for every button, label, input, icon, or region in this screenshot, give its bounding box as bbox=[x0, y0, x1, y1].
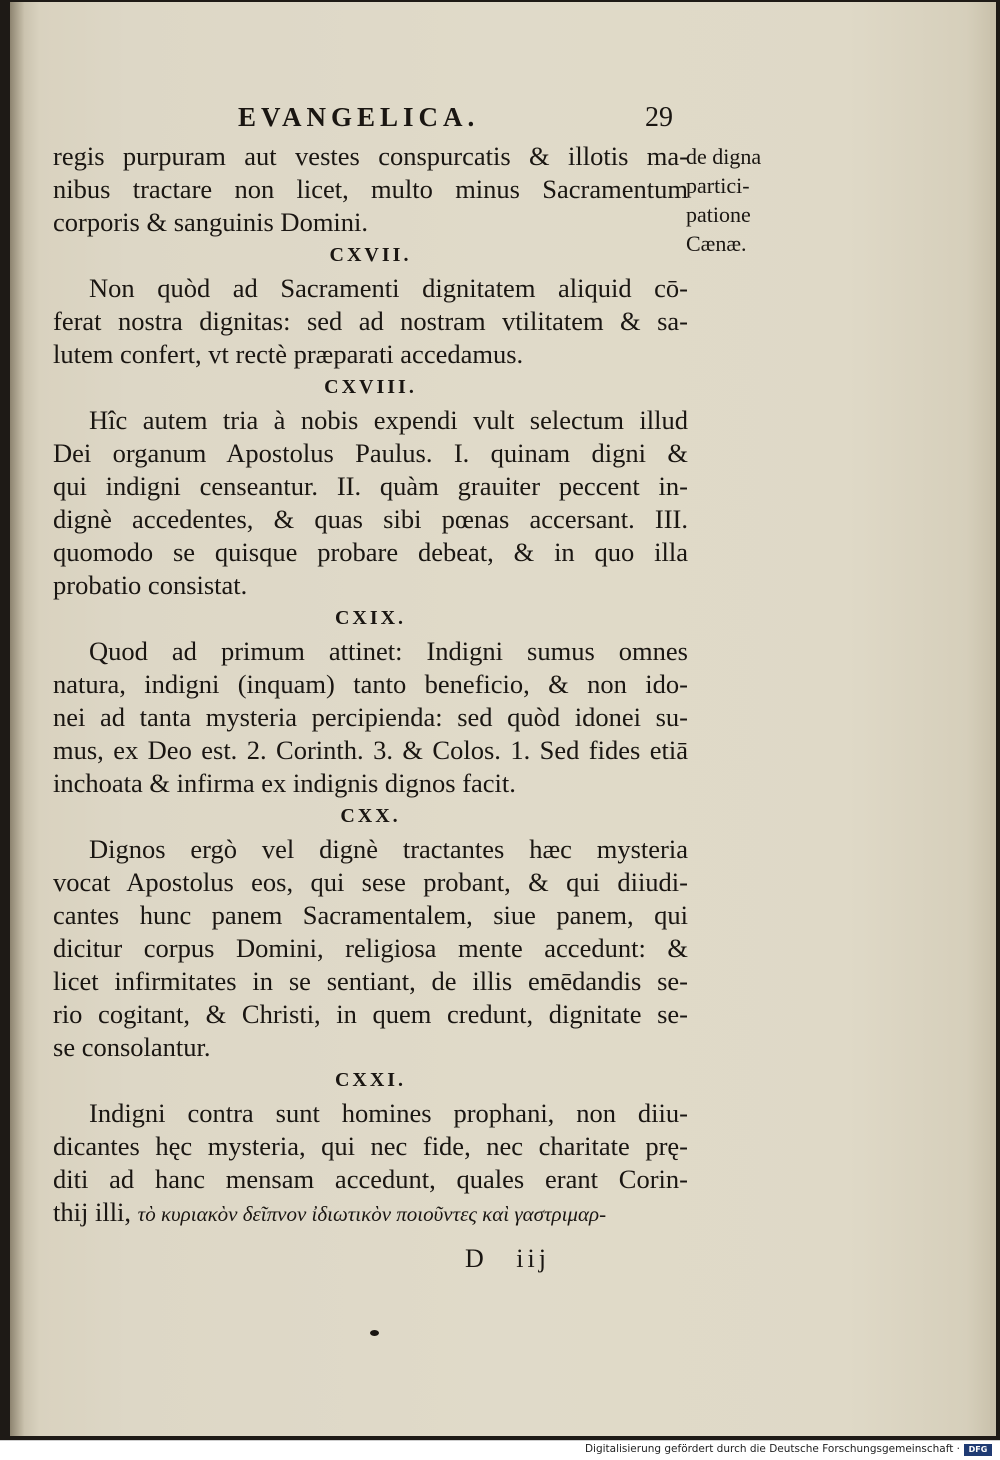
text-line: probatio consistat. bbox=[53, 570, 248, 600]
body-text bbox=[53, 140, 688, 1229]
text-line: dicantes hęc mysteria, qui nec fide, nec charitate prę- bbox=[53, 1131, 688, 1161]
text-line: se consolantur. bbox=[53, 1032, 211, 1062]
section-number: CXX. bbox=[340, 805, 401, 827]
text-line: corporis & sanguinis Domini. bbox=[53, 207, 369, 237]
footer-bar bbox=[0, 1440, 1000, 1460]
text-line: regis purpuram aut vestes conspurcatis & illotis ma- bbox=[53, 141, 688, 171]
section-number: CXXI. bbox=[334, 1069, 407, 1091]
book-page bbox=[10, 2, 996, 1436]
section-number: CXVIII. bbox=[324, 376, 417, 398]
page-header bbox=[10, 102, 996, 142]
page-gutter-shadow bbox=[10, 2, 24, 1436]
margin-note-line: patione bbox=[686, 202, 751, 227]
text-line: natura, indigni (inquam) tanto beneficio, & non ido- bbox=[53, 669, 688, 699]
text-line: rio cogitant, & Christi, in quem credunt, dignitate se- bbox=[53, 999, 688, 1029]
text-line: diti ad hanc mensam accedunt, quales erant Corin- bbox=[53, 1164, 688, 1194]
running-head: EVANGELICA. bbox=[238, 102, 480, 132]
text-line: licet infirmitates in se sentiant, de illis emēdandis se- bbox=[53, 966, 688, 996]
text-line: dicitur corpus Domini, religiosa mente accedunt: & bbox=[53, 933, 688, 963]
text-line: nei ad tanta mysteria percipienda: sed quòd idonei su- bbox=[53, 702, 688, 732]
signature-mark bbox=[465, 1244, 550, 1274]
latin-text: thij illi, bbox=[53, 1197, 132, 1227]
ink-blot bbox=[370, 1330, 379, 1336]
text-line: vocat Apostolus eos, qui sese probant, & qui diiudi- bbox=[53, 867, 688, 897]
text-line: Non quòd ad Sacramenti dignitatem aliquid cō- bbox=[89, 273, 688, 303]
margin-note-line: partici- bbox=[686, 173, 750, 198]
dfg-logo: DFG bbox=[964, 1444, 992, 1456]
section-number: CXIX. bbox=[334, 607, 407, 629]
text-line: Indigni contra sunt homines prophani, non diiu- bbox=[89, 1098, 688, 1128]
funding-credit: Digitalisierung gefördert durch die Deutsche Forschungsgemeinschaft · bbox=[584, 1443, 960, 1455]
text-line: Quod ad primum attinet: Indigni sumus omnes bbox=[89, 636, 688, 666]
page-number: 29 bbox=[645, 102, 673, 133]
section-number: CXVII. bbox=[329, 244, 412, 266]
text-line: ferat nostra dignitas: sed ad nostram vtilitatem & sa- bbox=[53, 306, 688, 336]
greek-text: τὸ κυριακὸν δεῖπνον ἰδιωτικὸν ποιοῦντες καὶ γαστριμαρ- bbox=[137, 1202, 607, 1226]
text-line: inchoata & infirma ex indignis dignos facit. bbox=[53, 768, 516, 798]
text-line: qui indigni censeantur. II. quàm grauiter peccent in- bbox=[53, 471, 688, 501]
text-line: lutem confert, vt rectè præparati accedamus. bbox=[53, 339, 524, 369]
signature-number: iij bbox=[516, 1244, 550, 1273]
margin-note-line: Cænæ. bbox=[686, 231, 747, 256]
margin-note-line: de digna bbox=[686, 144, 762, 169]
text-line: nibus tractare non licet, multo minus Sacramentum bbox=[53, 174, 688, 204]
text-line: Dei organum Apostolus Paulus. I. quinam digni & bbox=[53, 438, 688, 468]
text-line: cantes hunc panem Sacramentalem, siue panem, qui bbox=[53, 900, 688, 930]
margin-note bbox=[686, 142, 806, 258]
signature-letter: D bbox=[465, 1244, 488, 1273]
text-line bbox=[53, 1196, 688, 1229]
text-line: Dignos ergò vel dignè tractantes hæc mysteria bbox=[89, 834, 688, 864]
text-line: quomodo se quisque probare debeat, & in quo illa bbox=[53, 537, 688, 567]
text-line: dignè accedentes, & quas sibi pœnas accersant. III. bbox=[53, 504, 688, 534]
text-line: Hîc autem tria à nobis expendi vult selectum illud bbox=[89, 405, 688, 435]
text-line: mus, ex Deo est. 2. Corinth. 3. & Colos. 1. Sed fides etiā bbox=[53, 735, 688, 765]
